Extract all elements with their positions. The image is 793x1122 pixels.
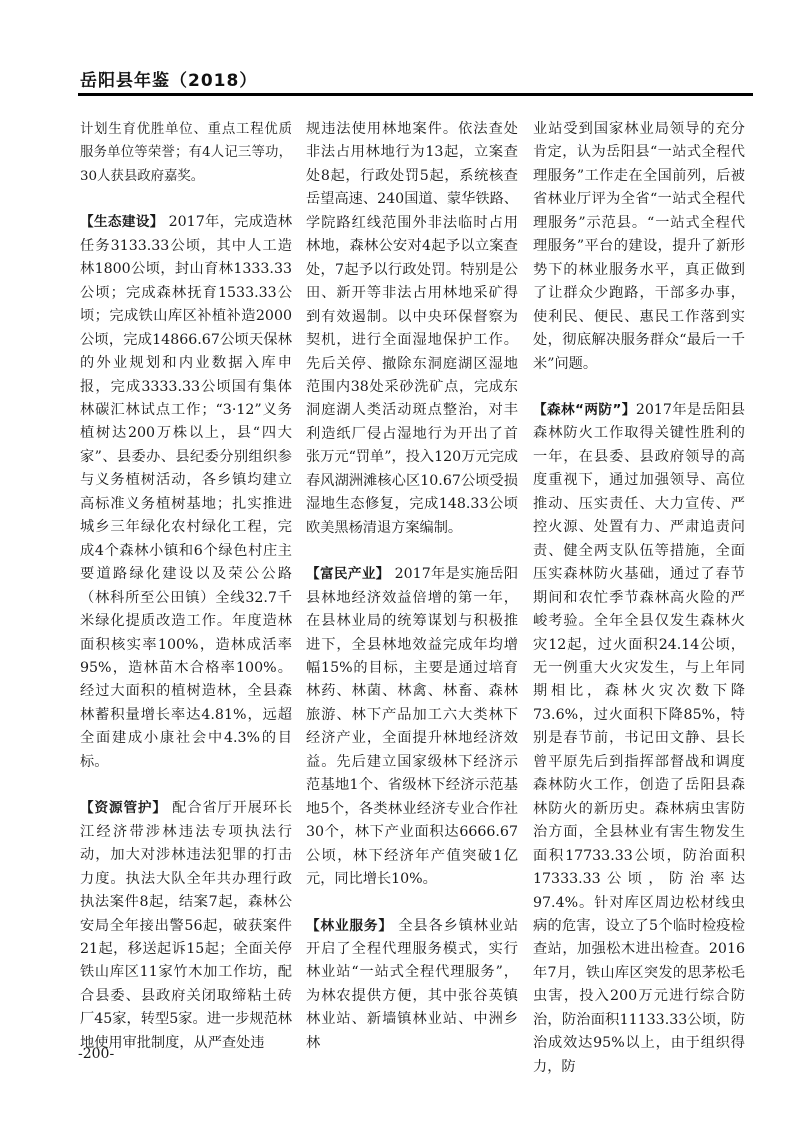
section-heading: 【森林“两防”】 <box>533 401 636 418</box>
section-body: 2017年是岳阳县森林防火工作取得关键性胜利的一年，在县委、县政府领导的高度重视下，通过加强领导、高位推动、压实责任、大力宣传、严控火源、处置有力、严肃追责问责、健全两支队伍等措施，全面压实森林防火基础，通过了春节期间和农忙季节森林高火险的严峻考验。全年全县仅发生森林火灾12起，过火面积24.14公顷，无一例重大火灾发生，与上年同期相比，森林火灾次数下降73.6%，过火面积下降85%，特别是春节前，书记田文静、县长曾平原先后到指挥部督战和调度森林防火工作，创造了岳阳县森林防火的新历史。森林病虫害防治方面，全县林业有害生物发生面积17733.33公顷，防治面积17333.33公顷，防治率达97.4%。针对库区周边松材线虫病的危害，设立了5个临时检疫检查站，加强松木进出检查。2016年7月，铁山库区突发的思茅松毛虫害，投入200万元进行综合防治，防治面积11133.33公顷，防治成效达95%以上，由于组织得力，防 <box>533 401 745 1075</box>
section-ecological-construction <box>80 211 292 774</box>
section-resource-protection <box>80 797 292 1055</box>
section-body: 2017年是实施岳阳县林地经济效益倍增的第一年，在县林业局的统筹谋划与积极推进下，全县林地效益完成年均增幅15%的目标，主要是通过培育林药、林菌、林禽、林畜、森林旅游、林下产品加工六大类林下经济产业，全面提升林地经济效益。先后建立国家级林下经济示范基地1个、省级林下经济示范基地5个，各类林业经济专业合作社30个，林下产业面积达6666.67公顷，林下经济年产值突破1亿元，同比增长10%。 <box>306 566 519 888</box>
section-heading: 【资源管护】 <box>80 800 167 817</box>
section-heading: 【富民产业】 <box>306 566 390 583</box>
continued-paragraph: 计划生育优胜单位、重点工程优质服务单位等荣誉；有4人记三等功，30人获县政府嘉奖。 <box>80 122 292 184</box>
continued-paragraph: 业站受到国家林业局领导的充分肯定，认为岳阳县“一站式全程代理服务”工作走在全国前列，后被省林业厅评为全省“一站式全程代理服务”示范县。“一站式全程代理服务”平台的建设，提升了新形势下的林业服务水平，真正做到了让群众少跑路，干部多办事，使利民、便民、惠民工作落到实处，彻底解决服务群众“最后一千米”问题。 <box>533 121 745 372</box>
section-forestry-service <box>306 915 518 1056</box>
text-column-2 <box>306 118 518 1055</box>
page-number: -200- <box>78 1046 115 1062</box>
continued-paragraph: 规违法使用林地案件。依法查处非法占用林地行为13起，立案查处8起，行政处罚5起，系统核查岳望高速、240国道、蒙华铁路、学院路红线范围外非法临时占用林地，森林公安对4起予以立案查处，7起予以行政处罚。特别是公田、新开等非法占用林地采矿得到有效遏制。以中央环保督察为契机，进行全面湿地保护工作。先后关停、撤除东洞庭湖区湿地范围内38处采砂洗矿点，完成东洞庭湖人类活动斑点整治，对丰利造纸厂侵占湿地行为开出了首张万元“罚单”，投入120万元完成春风湖洲滩核心区10.67公顷受损湿地生态修复，完成148.33公顷欧美黑杨清退方案编制。 <box>306 121 518 536</box>
text-column-1 <box>80 118 292 1055</box>
section-wealth-industry <box>306 563 518 891</box>
yearbook-title: 岳阳县年鉴（2018） <box>80 71 258 91</box>
section-body: 配合省厅开展环长江经济带涉林违法专项执法行动，加大对涉林违法犯罪的打击力度。执法大队全年共办理行政执法案件8起，结案7起，森林公安局全年接出警56起，破获案件21起，移送起诉15起；全面关停铁山库区11家竹木加工作坊，配合县委、县政府关闭取缔粘土砖厂45家，转型5家。进一步规范林地使用审批制度，从严查处违 <box>80 800 293 1051</box>
section-body: 2017年，完成造林任务3133.33公顷，其中人工造林1800公顷，封山育林1333.33公顷；完成森林抚育1533.33公顷；完成铁山库区补植补造2000公顷，完成14866.67公顷天保林的外业规划和内业数据入库申报，完成3333.33公顷国有集体林碳汇林试点工作；“3·12”义务植树达200万株以上，县“四大家”、县委办、县纪委分别组织参与义务植树活动，各乡镇均建立高标准义务植树基地；扎实推进城乡三年绿化农村绿化工程，完成4个森林小镇和6个绿色村庄主要道路绿化建设以及荣公公路（林科所至公田镇）全线32.7千米绿化提质改造工作。年度造林面积核实率100%，造林成活率95%，造林苗木合格率100%。经过大面积的植树造林，全县森林蓄积量增长率达4.81%，远超全面建成小康社会中4.3%的目标。 <box>80 214 293 770</box>
section-heading: 【林业服务】 <box>306 917 393 934</box>
section-heading: 【生态建设】 <box>80 214 164 231</box>
header-rule <box>78 93 753 96</box>
text-column-3 <box>533 118 745 1079</box>
section-forest-two-preventions <box>533 399 745 1079</box>
section-body: 全县各乡镇林业站开启了全程代理服务模式，实行林业站“一站式全程代理服务”，为林农提供方便，其中张谷英镇林业站、新墙镇林业站、中洲乡林 <box>306 917 519 1051</box>
